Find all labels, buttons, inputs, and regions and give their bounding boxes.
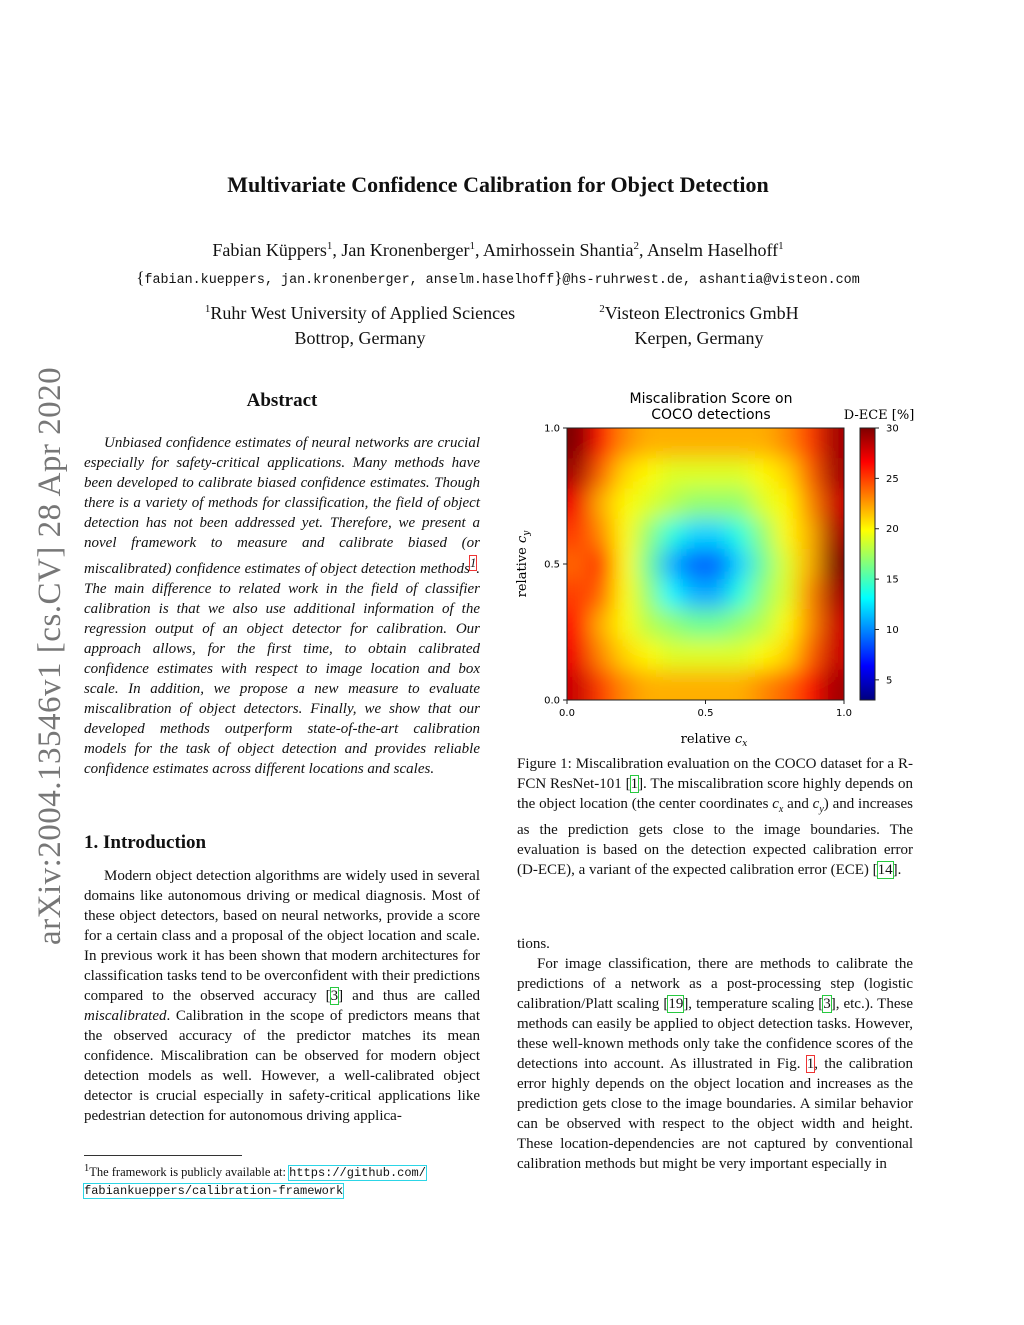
author-list: Fabian Küppers$^1$, Jan Kronenberger$^1$, Amirhossein Shantia$^2$, Anselm Haselhoff$^1$ xyxy=(212,240,784,260)
affiliation-mark: 1 xyxy=(204,303,211,315)
heatmap-cell xyxy=(613,428,637,459)
heatmap-cell xyxy=(544,579,568,610)
author-emails xyxy=(0,268,996,288)
x-tick-label: 0.5 xyxy=(697,708,714,719)
heatmap-cell xyxy=(798,549,822,580)
heatmap-cell xyxy=(544,609,568,640)
heatmap-cell xyxy=(775,458,799,489)
section-heading-introduction: 1. Introduction xyxy=(84,832,207,853)
heatmap-cell xyxy=(729,519,753,550)
heatmap-cell xyxy=(775,519,799,550)
author-name: Fabian Küppers xyxy=(212,240,327,260)
affiliation-name: Visteon Electronics GmbH xyxy=(604,303,799,323)
heatmap-cell xyxy=(821,398,845,429)
heatmap-cell xyxy=(821,488,845,519)
heatmap-cell xyxy=(636,519,660,550)
affiliation-2 xyxy=(585,297,813,351)
x-tick-label: 0.0 xyxy=(559,708,575,719)
intro-text: . Calibration in the scope of predictors means that the observed accuracy of the predictor matches its mean confidence. Miscalibration can be observed for modern object detection models as well. However, a well-calibrated object detector is crucial especially in safety-critical applications like pedestrian detection for autonomous driving applica- xyxy=(84,1008,480,1124)
heatmap-cell xyxy=(567,640,591,671)
email-group: fabian.kueppers, jan.kronenberger, anselm.haselhoff xyxy=(144,273,555,288)
colorbar-label: D-ECE [%] xyxy=(843,408,915,423)
heatmap-cell xyxy=(567,670,591,701)
heatmap-cell xyxy=(821,458,845,489)
heatmap-cell xyxy=(798,458,822,489)
heatmap-cell xyxy=(798,670,822,701)
heatmap-cell xyxy=(752,428,776,459)
y-axis-label-prefix: relative xyxy=(515,543,530,598)
y-tick-label: 0.0 xyxy=(544,695,560,707)
heatmap-cell xyxy=(590,670,614,701)
heatmap-cell xyxy=(729,428,753,459)
heatmap-cell xyxy=(659,609,683,640)
heatmap-cell xyxy=(636,428,660,459)
heatmap-cell xyxy=(821,609,845,640)
heatmap-cell xyxy=(821,640,845,671)
heatmap-cell xyxy=(659,670,683,701)
heatmap-cell xyxy=(798,519,822,550)
heatmap-cell xyxy=(636,700,660,731)
heatmap-cell xyxy=(706,458,730,489)
x-axis-label-prefix: relative xyxy=(680,732,736,747)
footnote-url-link[interactable]: fabiankueppers/calibration-framework xyxy=(84,1184,344,1199)
heatmap-cell xyxy=(544,640,568,671)
x-axis-label xyxy=(681,732,748,749)
author-affiliation-mark: 1 xyxy=(778,240,784,252)
heatmap-cell xyxy=(567,579,591,610)
figure-caption xyxy=(517,754,913,880)
heatmap-cell xyxy=(659,458,683,489)
heatmap-cell xyxy=(682,428,706,459)
intro-text: Modern object detection algorithms are widely used in several domains like autonomous driving or medical diagnosis. Most of these object detectors, based on neural networks, provide a score for a certain class and a proposal of the object location and scale. In previous work it has been shown that modern architectures for classification tasks tend to be overconfident with their predictions compared to the observed accuracy [ xyxy=(84,868,480,1004)
colorbar-tick-label: 20 xyxy=(886,524,899,536)
affiliation-mark: 2 xyxy=(599,303,605,315)
heatmap-cell xyxy=(729,700,753,731)
paragraph xyxy=(517,954,913,1174)
heatmap-cell xyxy=(613,549,637,580)
heatmap-cell xyxy=(821,670,845,701)
heatmap-cell xyxy=(775,640,799,671)
author-name: Anselm Haselhoff xyxy=(646,240,779,260)
chart-title-line1: Miscalibration Score on xyxy=(629,391,793,407)
colorbar-tick-label: 10 xyxy=(886,624,899,636)
heatmap-cell xyxy=(590,519,614,550)
heatmap-cell xyxy=(798,428,822,459)
heatmap-cell xyxy=(775,488,799,519)
heatmap-cell xyxy=(613,640,637,671)
footnote xyxy=(84,1160,484,1200)
caption-math-subscript: y xyxy=(819,804,824,815)
heatmap-cell xyxy=(706,609,730,640)
affiliation-name: Ruhr West University of Applied Sciences xyxy=(210,303,516,323)
caption-text: Figure 1: Miscalibration evaluation on the COCO dataset for a R-FCN ResNet-101 [ xyxy=(517,756,913,792)
abstract-text-part2: . The main difference to related work in the field of classifier calibration is that we also use additional information of the regression output of an object detector for calibration. Our approach allows, for the first time, to obtain calibrated confidence estimates with respect to image location and box scale. In addition, we propose a new measure to evaluate miscalibration of object detectors. Finally, we show that our developed methods outperform state-of-the-art calibration models for the task of object detection and provides reliable confidence estimates across different locations and scales. xyxy=(84,561,480,777)
affiliation-location: Bottrop, Germany xyxy=(294,328,426,348)
heatmap-cells xyxy=(544,398,868,731)
heatmap-cell xyxy=(544,519,568,550)
heatmap-cell xyxy=(729,670,753,701)
heatmap-cell xyxy=(544,488,568,519)
heatmap-cell xyxy=(567,519,591,550)
caption-text: ]. xyxy=(892,862,902,878)
heatmap-cell xyxy=(752,488,776,519)
author-name: Amirhossein Shantia xyxy=(482,240,634,260)
heatmap-cell xyxy=(567,398,591,429)
miscalibration-heatmap-figure xyxy=(510,382,920,750)
colorbar-ticks xyxy=(875,424,899,687)
heatmap-cell xyxy=(775,609,799,640)
heatmap-cell xyxy=(752,700,776,731)
heatmap-cell xyxy=(682,488,706,519)
heatmap-cell xyxy=(682,640,706,671)
heatmap-cell xyxy=(798,609,822,640)
heatmap-cell xyxy=(636,670,660,701)
heatmap-cell xyxy=(659,700,683,731)
caption-text: ) and increases as the prediction gets close to the image boundaries. The evaluation is based on the detection expected calibration error (D-ECE), a variant of the expected calibration error (ECE) [ xyxy=(517,796,913,878)
heatmap-cell xyxy=(729,458,753,489)
heatmap-cell xyxy=(682,549,706,580)
caption-text: ]. The miscalibration score highly depends on the object location (the center coordinates xyxy=(517,776,913,812)
y-axis-variable: c xyxy=(515,535,530,543)
affiliation-location: Kerpen, Germany xyxy=(634,328,764,348)
y-axis xyxy=(544,424,567,707)
heatmap-cell xyxy=(682,579,706,610)
heatmap-cell xyxy=(798,579,822,610)
heatmap-cell xyxy=(613,488,637,519)
colorbar-tick-label: 25 xyxy=(886,473,899,485)
heatmap-cell xyxy=(682,458,706,489)
heatmap-cell xyxy=(544,458,568,489)
y-tick-label: 0.5 xyxy=(544,559,560,571)
heatmap-cell xyxy=(775,700,799,731)
footnote-rule xyxy=(84,1155,242,1156)
footnote-mark: 1 xyxy=(84,1163,90,1174)
heatmap-cell xyxy=(567,609,591,640)
heatmap-cell xyxy=(706,428,730,459)
heatmap-cell xyxy=(729,640,753,671)
body-text: , the calibration error highly depends on the object location and increases as the prediction gets close to the image boundaries. A similar behavior can be observed with respect to the object width and height. These location-dependencies are not captured by conventional calibration methods but might be very important especially in xyxy=(517,1056,913,1172)
caption-math-subscript: x xyxy=(778,804,784,815)
x-axis-variable: c xyxy=(735,732,743,747)
y-axis-variable-subscript: y xyxy=(522,530,532,536)
heatmap-cell xyxy=(775,670,799,701)
arxiv-stamp: arXiv:2004.13546v1 [cs.CV] 28 Apr 2020 xyxy=(32,366,68,945)
caption-math-var: c xyxy=(812,796,820,812)
abstract-heading: Abstract xyxy=(246,390,318,411)
colorbar-tick-label: 30 xyxy=(886,423,899,435)
heatmap-cell xyxy=(706,519,730,550)
citation-link[interactable]: 1 xyxy=(630,776,639,792)
heatmap-cell xyxy=(590,609,614,640)
heatmap-cell xyxy=(821,428,845,459)
heatmap-cell xyxy=(752,670,776,701)
heatmap-cell xyxy=(659,640,683,671)
citation-link[interactable]: 3 xyxy=(823,996,831,1012)
heatmap-cell xyxy=(729,549,753,580)
heatmap-cell xyxy=(775,549,799,580)
chart-title-line2: COCO detections xyxy=(651,407,771,423)
heatmap-cell xyxy=(706,488,730,519)
heatmap-cell xyxy=(613,670,637,701)
body-text: ], etc.). These methods can easily be applied to object detection tasks. However, these well-known methods only take the confidence scores of the detections into account. As illustrated in Fig. xyxy=(517,996,913,1072)
heatmap-cell xyxy=(752,609,776,640)
introduction-body xyxy=(84,866,480,1126)
heatmap-cell xyxy=(590,640,614,671)
heatmap-cell xyxy=(729,609,753,640)
caption-text: and xyxy=(783,796,813,812)
heatmap-cell xyxy=(798,700,822,731)
heatmap-cell xyxy=(752,458,776,489)
x-axis xyxy=(559,700,852,719)
heatmap-cell xyxy=(613,609,637,640)
citation-link[interactable]: 19 xyxy=(668,996,684,1012)
y-tick-label: 1.0 xyxy=(544,423,560,435)
heatmap-cell xyxy=(636,609,660,640)
author-name: Jan Kronenberger xyxy=(341,240,470,260)
email-brace-close: } xyxy=(554,268,563,287)
email-brace-open: { xyxy=(136,268,145,287)
heatmap-cell xyxy=(636,458,660,489)
heatmap-cell xyxy=(567,428,591,459)
x-tick-label: 1.0 xyxy=(836,708,852,719)
paper-title: Multivariate Confidence Calibration for Object Detection xyxy=(227,172,769,197)
heatmap-cell xyxy=(752,579,776,610)
heatmap-cell xyxy=(706,640,730,671)
heatmap-cell xyxy=(613,579,637,610)
heatmap-cell xyxy=(636,640,660,671)
heatmap-cell xyxy=(752,519,776,550)
citation-link[interactable]: 14 xyxy=(877,862,893,878)
heatmap-cell xyxy=(613,519,637,550)
heatmap-cell xyxy=(567,458,591,489)
heatmap-cell xyxy=(682,670,706,701)
heatmap-cell xyxy=(567,488,591,519)
footnote-url-link[interactable]: https://github.com/ xyxy=(289,1166,426,1181)
affiliation-1 xyxy=(188,297,532,351)
heatmap-cell xyxy=(706,670,730,701)
heatmap-cell xyxy=(659,579,683,610)
colorbar-tick-label: 15 xyxy=(886,574,899,586)
heatmap-cell xyxy=(590,398,614,429)
intro-emphasis: miscalibrated xyxy=(84,1008,167,1024)
heatmap-cell xyxy=(590,579,614,610)
citation-link[interactable]: 3 xyxy=(330,988,339,1004)
heatmap-cell xyxy=(821,549,845,580)
y-axis-label xyxy=(515,530,532,598)
heatmap-cell xyxy=(752,549,776,580)
caption-math-var: c xyxy=(772,796,779,812)
heatmap-cell xyxy=(659,488,683,519)
heatmap-cell xyxy=(752,640,776,671)
heatmap-cell xyxy=(775,428,799,459)
author-affiliation-mark: 2 xyxy=(633,240,639,252)
heatmap-cell xyxy=(729,488,753,519)
heatmap-cell xyxy=(706,579,730,610)
body-text: ], temperature scaling [ xyxy=(683,996,824,1012)
heatmap-cell xyxy=(659,549,683,580)
author-affiliation-mark: 1 xyxy=(326,240,333,252)
right-column-body xyxy=(517,934,913,1174)
author-affiliation-mark: 1 xyxy=(469,240,475,252)
colorbar-tick-label: 5 xyxy=(886,675,893,687)
abstract-text-part1: Unbiased confidence estimates of neural networks are crucial especially for safety-critical applications. Many methods have been developed to calibrate biased confidence estimates. Though there is a variety of methods for classification, the field of object detection has not been addressed yet. Therefore, we present a novel framework to measure and calibrate biased (or miscalibrated) confidence estimates of object detection methods xyxy=(84,435,480,577)
email-domain: @hs-ruhrwest.de, ashantia@visteon.com xyxy=(562,273,860,288)
heatmap-cell xyxy=(821,579,845,610)
heatmap-cell xyxy=(613,700,637,731)
heatmap-cell xyxy=(798,398,822,429)
heatmap-cell xyxy=(682,519,706,550)
heatmap-cell xyxy=(636,488,660,519)
abstract-body xyxy=(84,433,480,779)
intro-text: ] and thus are called xyxy=(338,988,481,1004)
heatmap-cell xyxy=(821,519,845,550)
heatmap-cell xyxy=(706,549,730,580)
heatmap-cell xyxy=(775,579,799,610)
heatmap-cell xyxy=(590,428,614,459)
heatmap-cell xyxy=(590,700,614,731)
heatmap-cell xyxy=(590,458,614,489)
heatmap-cell xyxy=(590,488,614,519)
heatmap-cell xyxy=(567,549,591,580)
heatmap-cell xyxy=(659,519,683,550)
footnote-link[interactable]: 1 xyxy=(470,556,477,570)
body-text: For image classification, there are methods to calibrate the predictions of a network as a post-processing step (logistic calibration/Platt scaling [ xyxy=(517,956,913,1012)
paragraph-continuation: tions. xyxy=(517,936,550,952)
heatmap-cell xyxy=(682,609,706,640)
heatmap-cell xyxy=(613,458,637,489)
heatmap-cell xyxy=(636,579,660,610)
heatmap-cell xyxy=(729,579,753,610)
heatmap-cell xyxy=(798,488,822,519)
heatmap-cell xyxy=(636,549,660,580)
heatmap-cell xyxy=(798,640,822,671)
figure-link[interactable]: 1 xyxy=(806,1056,815,1072)
heatmap-cell xyxy=(590,549,614,580)
heatmap-cell xyxy=(659,428,683,459)
colorbar xyxy=(860,428,875,700)
x-axis-variable-subscript: x xyxy=(742,739,748,749)
footnote-text: The framework is publicly available at: xyxy=(89,1165,290,1180)
